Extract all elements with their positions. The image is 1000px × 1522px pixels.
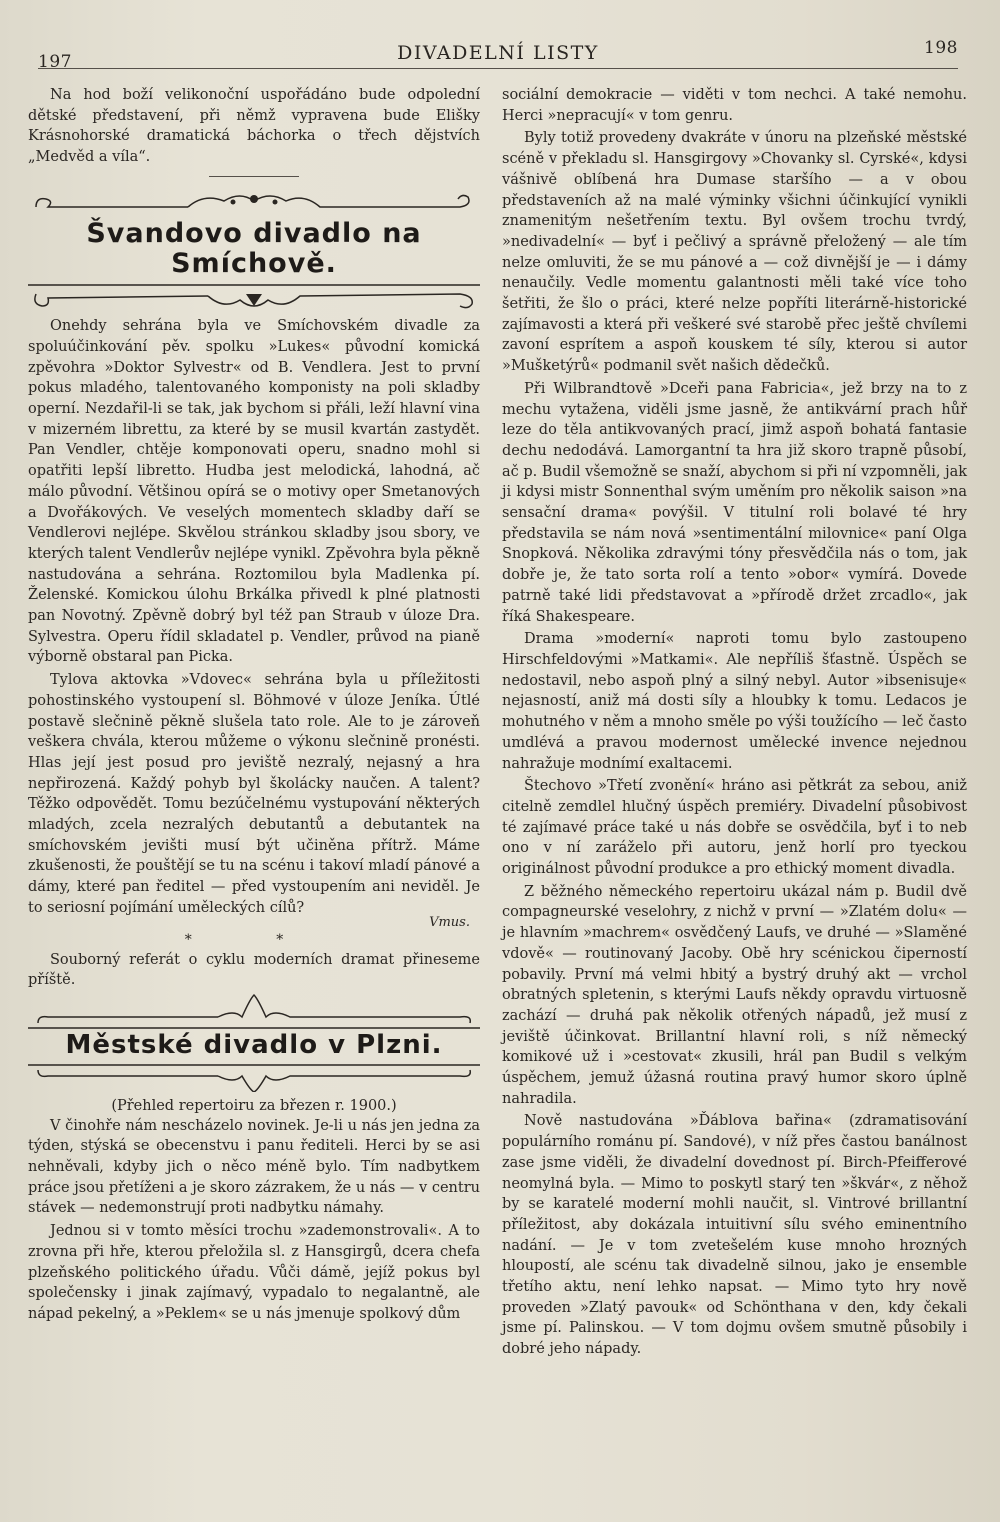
journal-title: DIVADELNÍ LISTY — [397, 42, 599, 64]
paragraph: Z běžného německého repertoiru ukázal nám p. Budil dvě compagneurské veselohry, z nichž v první — »Zlatém dolu« — je hlavním »machrem« osvědčený Laufs, ve druhé — »Slaměné vdově« — routinovaný Jacoby. Obě hry scénickou čiperností pobavily. První má velmi hbitý a bystrý druhý akt — vrchol obratných spletenin, s kterými Laufs někdy opravdu virtuosně zachází — druhá pak několik otřených nápadů, jež musí z jeviště účinkovat. Brillantní hlavní roli, s níž německý komikové už i »cestovat« zkusili, hrál pan Budil s velkým úspěchem, jemuž úžasná routina pravý humor skoro úplně nahradila. — [502, 883, 967, 1107]
intro-paragraph: Na hod boží velikonoční uspořádáno bude odpolední dětské představení, při němž vypravena bude Elišky Krásnohorské dramatická báchorka o třech dějstvích „Medvěd a víla“. — [28, 87, 480, 166]
page-number-right: 198 — [924, 38, 958, 58]
paragraph: Štechovo »Třetí zvonění« hráno asi pětkrát za sebou, aniž citelně zemdlel hlučný úspěch premiéry. Divadelní působivost té zajímavé práce také u nás dobře se osvědčila, byť i to neb ono v ní zaráželo při autoru, jenž horlí pro tyeckou originálnost původní produkce a pro ethický moment divadla. — [502, 778, 967, 878]
right-column — [502, 85, 967, 1502]
page-number-left: 197 — [38, 52, 72, 72]
section-title-smichov: Švandovo divadlo na Smíchově. — [86, 217, 422, 279]
header-rule — [38, 68, 958, 69]
ornament-bottom-icon — [28, 1062, 480, 1092]
paragraph: Nově nastudována »Ďáblova bařina« (zdramatisování populárního románu pí. Sandové), v níž přes častou banálnost zase jsme viděli, že divadelní dovednost pí. Birch-Pfeifferové neomylná byla. — Mimo to poskytl starý ten »škvár«, z něhož by se karatelé moderní mohli naučit, sl. Vintrové brillantní příležitost, aby dokázala intuitivní sílu svého eminentního nadání. — Je v tom zvetešelém kuse mnoho hrozných hloupostí, ale scénu tak divadelně silnou, jako je ensemble třetího aktu, není lehko napsat. — Mimo tyto hry nově proveden »Zlatý pavouk« od Schönthana v den, kdy čekali jsme pí. Palinskou. — V tom dojmu ovšem smutně působily i dobré jeho nápady. — [502, 1113, 967, 1358]
ornament-top-icon — [28, 993, 480, 1031]
paragraph: Onehdy sehrána byla ve Smíchovském divadle za spoluúčinkování pěv. spolku »Lukes« původní komická zpěvohra »Doktor Sylvestr« od B. Vendlera. Jest to první pokus mladého, talentovaného komponisty na poli skladby operní. Nezdařil-li se tak, jak bychom si přáli, leží hlavní vina v mizerném librettu, za které by se musil kvartán zastydět. Pan Vendler, chtěje komponovati operu, snadno mohl si opatřiti lepší libretto. Hudba jest melodická, lahodná, ač málo původní. Většinou opírá se o motivy oper Smetanových a Dvořákových. Ve veselých momentech skladby daří se Vendlerovi nejlépe. Skvělou stránkou skladby jsou sbory, ve kterých talent Vendlerův nejlépe vynikl. Zpěvohra byla pěkně nastudována a sehrána. Roztomilou byla Madlenka pí. Želenské. Komickou úlohu Brkálka přivedl k plné platnosti pan Novotný. Zpěvně dobrý byl též pan Straub v úloze Dra. Sylvestra. Operu řídil skladatel p. Vendler, průvod na pianě výborně obstaral pan Picka. — [28, 318, 480, 666]
separator-rule — [209, 176, 299, 177]
subtitle: (Přehled repertoiru za březen r. 1900.) — [111, 1097, 397, 1114]
paragraph: V činohře nám nescházelo novinek. Je-li u nás jen jedna za týden, stýská se obecenstvu i panu řediteli. Herci by se asi nehněvali, kdyby jich o něco méně bylo. Tím nadbytkem práce jsou přetíženi a je skoro zázrakem, že u nás — v centru stávek — nedemonstrují proti nadbytku námahy. — [28, 1117, 480, 1217]
paragraph: Souborný referát o cyklu moderních dramat přineseme příště. — [28, 951, 480, 989]
paragraph: Byly totiž provedeny dvakráte v únoru na plzeňské městské scéně v překladu sl. Hansgirgovy »Chovanky sl. Cyrské«, kdysi vášnivě oblíbená hra Dumase staršího — a v obou představeních až na malé výminky všichni účinkující vynikli znamenitým nešetřením textu. Byl ovšem trochu tvrdý, »nedivadelní« — byť i pečlivý a správně přeložený — ale tím nelze omluviti, že se mu pánové a — což divnější je — i dámy nenaučily. Vedle momentu galantnosti měli také více toho šetřiti, že šlo o práci, které nelze popříti literárně-historické zajímavosti a která při veškeré své starobě přec ještě chvílemi zavoní esprítem a aspoň kouskem té síly, kterou si autor »Mušketýrů« podmanil svět našich dědečků. — [502, 130, 967, 375]
paragraph: Tylova aktovka »Vdovec« sehrána byla u příležitosti pohostinského vystoupení sl. Böhmové v úloze Jeníka. Útlé postavě slečnině pěkně slušela tato role. Ale to je zároveň veškera chvála, kterou můžeme o výkonu slečnině pronésti. Hlas její jest posud pro jeviště nezralý, nejasný a hra nepřirozená. Každý pohyb byl školácky naučen. A talent? Těžko odpovědět. Tomu bezúčelnému vystupování některých mladých, zcela nezralých debutantů a debutantek na smíchovském jevišti musí být učiněna přítrž. Máme zkušenosti, že pouštějí se tu na scénu i takoví mladí pánové a dámy, které pan ředitel — před vystoupením ani neviděl. Je to seriosní pojímání uměleckých cílů? — [28, 672, 480, 916]
paragraph: sociální demokracie — viděti v tom nechci. A také nemohu. Herci »nepracují« v tom genru. — [502, 87, 967, 124]
paragraph: Drama »moderní« naproti tomu bylo zastoupeno Hirschfeldovými »Matkami«. Ale nepříliš šťastně. Úspěch se nedostavil, nebo aspoň plný a silný nebyl. Autor »ibsenisuje« nejasností, aniž má dosti síly a hloubky k tomu. Ledacos je mohutného v něm a mnoho směle po výši toužícího — leč často umdlévá a pravou modernost umělecké invence nejednou nahražuje modnímí exaltacemi. — [502, 631, 967, 772]
paragraph: Při Wilbrandtově »Dceři pana Fabricia«, jež brzy na to z mechu vytažena, viděli jsme jasně, že antikvární prach hůř leze do těla antikvovaných prací, jimž aspoň bohatá fantasie dechu nedodává. Lamorgantní ta hra již skoro trapně působí, ač p. Budil všemožně se snaží, abychom si při ní vzpomněli, jak ji kdysi mistr Sonnenthal svým uměním pro několik saison »na sensační drama« povýšil. V titulní roli bolavé té hry představila se nám nová »sentimentální milovnice« paní Olga Snopková. Několika zdravými tóny přesvědčila nás o tom, jak dobře je, že tato sorta rolí a tento »obor« vymírá. Dovede patrně také lidi představovat a »přírodě držet zrcadlo«, jak říká Shakespeare. — [502, 380, 967, 625]
page-header — [38, 38, 958, 72]
ornament-bottom-icon — [28, 282, 480, 316]
signature: Vmus. — [429, 914, 470, 930]
section-title-plzen: Městské divadlo v Plzni. — [65, 1029, 443, 1060]
left-column — [28, 85, 480, 1502]
asterisk-divider: * * — [184, 931, 324, 948]
ornament-top-icon — [28, 187, 480, 217]
paragraph: Jednou si v tomto měsíci trochu »zademonstrovali«. A to zrovna při hře, kterou přeložila sl. z Hansgirgů, dcera chefa plzeňského politického úřadu. Vůči dámě, jejíž pokus byl společensky i jinak zajímavý, vypadalo to negalantně, ale nápad pekelný, a »Peklem« se u nás jmenuje spolkový dům — [28, 1223, 480, 1322]
